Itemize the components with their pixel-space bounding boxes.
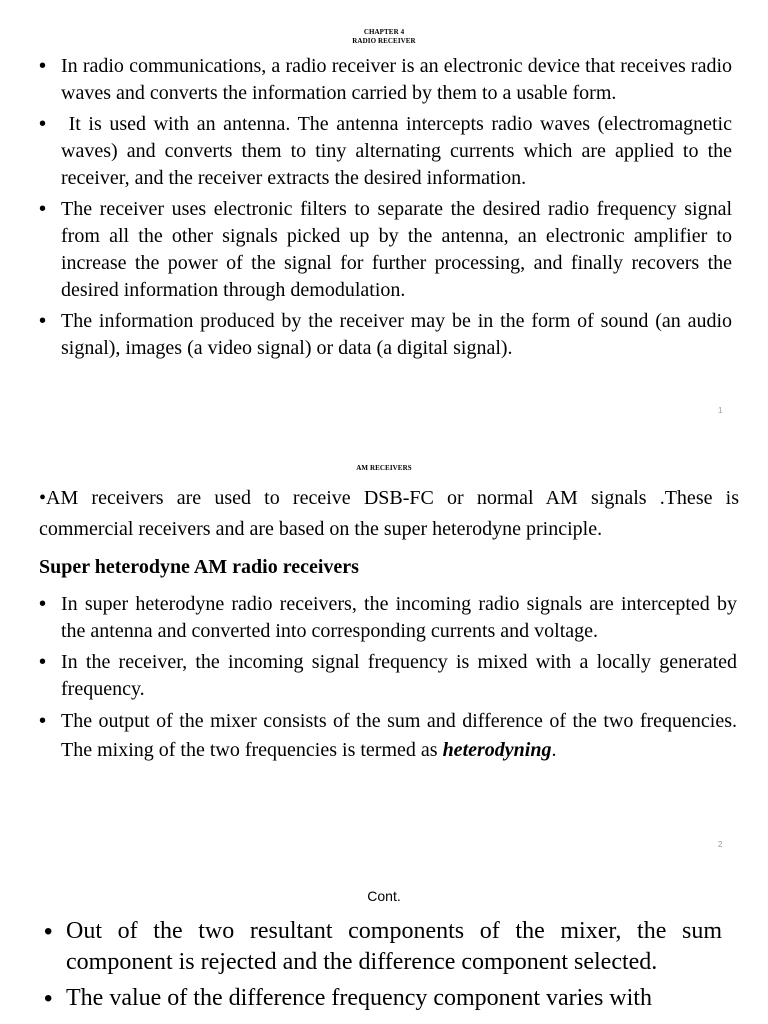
bullet-item: • It is used with an antenna. The antenna intercepts radio waves (electromagnetic waves) and converts them to tiny alternating currents which are applied to the receiver, and the receiver extracts the desired information.	[39, 111, 732, 192]
bullet-item: • The value of the difference frequency component varies with	[44, 983, 722, 1014]
page-number: 2	[718, 840, 723, 849]
bullet-end: .	[551, 739, 557, 761]
bullet-list	[39, 591, 737, 765]
slide-heading: Cont.	[367, 888, 401, 904]
slide-cont	[0, 888, 768, 1019]
bullet-item: • In radio communications, a radio receiver is an electronic device that receives radio waves and converts the information carried by them to a usable form.	[39, 53, 732, 107]
section-subheading: Super heterodyne AM radio receivers	[39, 556, 359, 578]
bullet-item: • In the receiver, the incoming signal frequency is mixed with a locally generated frequency.	[39, 649, 737, 703]
bullet-item: • Out of the two resultant components of the mixer, the sum component is rejected and the difference component selected.	[44, 916, 722, 978]
chapter-title: RADIO RECEIVER	[352, 37, 416, 45]
bullet-item: • The receiver uses electronic filters to separate the desired radio frequency signal from all the other signals picked up by the antenna, an electronic amplifier to increase the power of the signal for further processing, and finally recovers the desired information through demodulation.	[39, 196, 732, 304]
emphasized-term: heterodyning	[442, 739, 552, 761]
bullet-item	[39, 707, 737, 765]
chapter-number: CHAPTER 4	[363, 28, 405, 36]
bullet-item: • The information produced by the receiver may be in the form of sound (an audio signal), images (a video signal) or data (a digital signal).	[39, 308, 732, 362]
bullet-list	[44, 916, 722, 1014]
slide-radio-receiver	[0, 28, 768, 415]
slide-am-receivers	[0, 464, 768, 849]
chapter-heading	[0, 28, 768, 46]
slide-heading: AM RECEIVERS	[356, 464, 412, 472]
page-number: 1	[718, 406, 723, 415]
bullet-text: The output of the mixer consists of the sum and difference of the two frequencies. The mixing of the two frequencies is termed as	[61, 710, 737, 761]
bullet-list	[39, 53, 737, 362]
intro-paragraph: •AM receivers are used to receive DSB-FC or normal AM signals .These is commercial receivers and are based on the super heterodyne principle.	[39, 487, 739, 540]
bullet-item: • In super heterodyne radio receivers, the incoming radio signals are intercepted by the antenna and converted into corresponding currents and voltage.	[39, 591, 737, 645]
